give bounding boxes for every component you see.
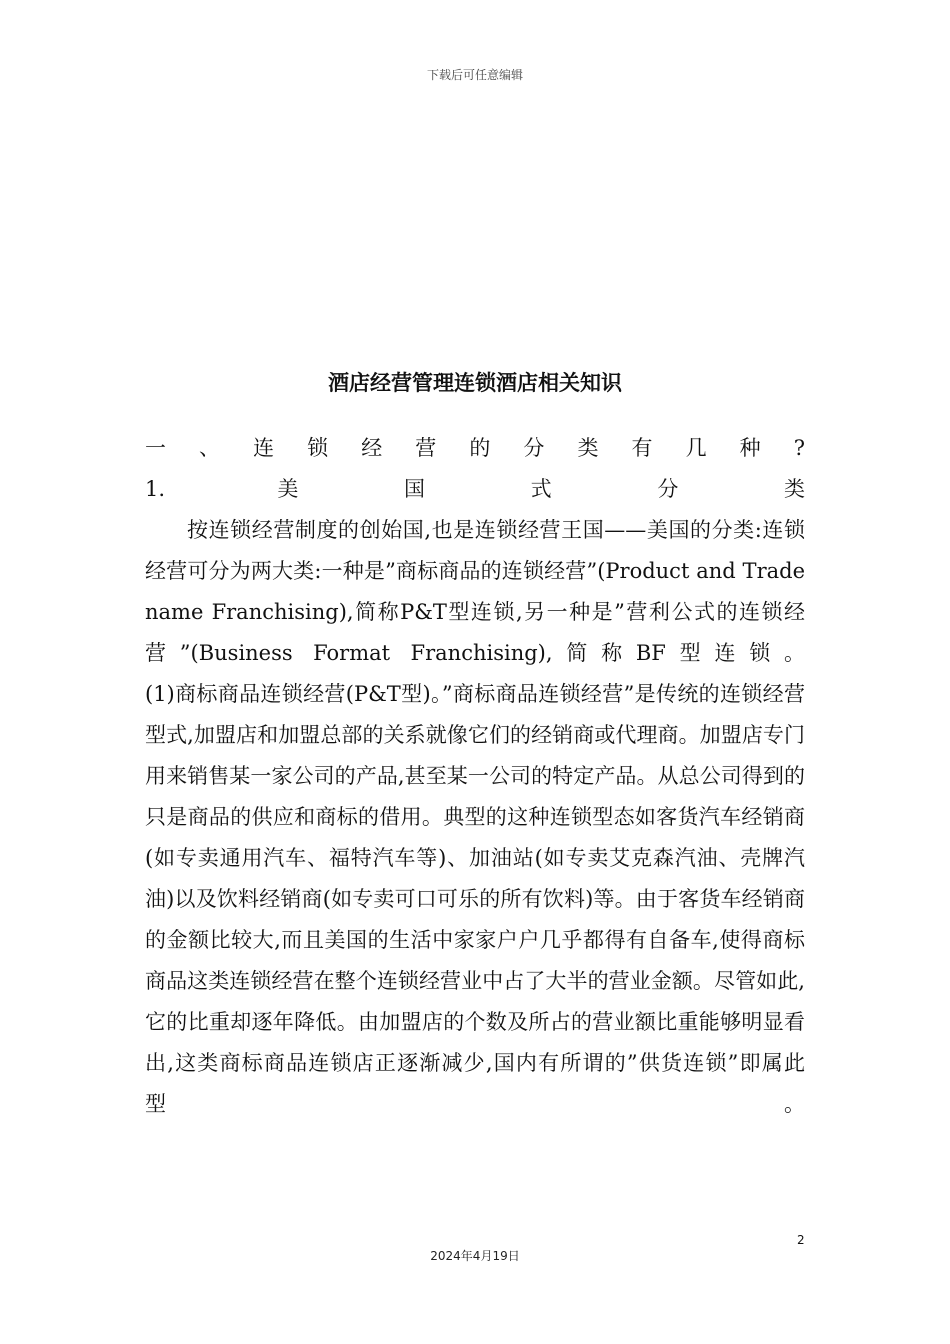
- page-number: 2: [797, 1233, 805, 1247]
- document-body: [145, 428, 805, 1125]
- section-heading: 一、连锁经营的分类有几种?: [145, 436, 805, 460]
- document-title: 酒店经营管理连锁酒店相关知识: [328, 370, 622, 395]
- paragraph-intro: 按连锁经营制度的创始国,也是连锁经营王国——美国的分类:连锁经营可分为两大类:一种是”商标商品的连锁经营”(Product and Trade name Franchising),简称P&T型连锁,另一种是”营利公式的连锁经营”(Business Format Franchising),简称BF型连锁。: [145, 518, 805, 665]
- subsection-heading: 1. 美国式分类: [145, 477, 805, 501]
- page-footer-date: 2024年4月19日: [430, 1249, 520, 1263]
- paragraph-pt-franchise: (1)商标商品连锁经营(P&T型)。”商标商品连锁经营”是传统的连锁经营型式,加盟店和加盟总部的关系就像它们的经销商或代理商。加盟店专门用来销售某一家公司的产品,甚至某一公司的特定产品。从总公司得到的只是商品的供应和商标的借用。典型的这种连锁型态如客货汽车经销商(如专卖通用汽车、福特汽车等)、加油站(如专卖艾克森汽油、壳牌汽油)以及饮料经销商(如专卖可口可乐的所有饮料)等。由于客货车经销商的金额比较大,而且美国的生活中家家户户几乎都得有自备车,使得商标商品这类连锁经营在整个连锁经营业中占了大半的营业金额。尽管如此,它的比重却逐年降低。由加盟店的个数及所占的营业额比重能够明显看出,这类商标商品连锁店正逐渐减少,国内有所谓的”供货连锁”即属此型。: [145, 682, 805, 1116]
- page-header: 下载后可任意编辑: [426, 68, 523, 82]
